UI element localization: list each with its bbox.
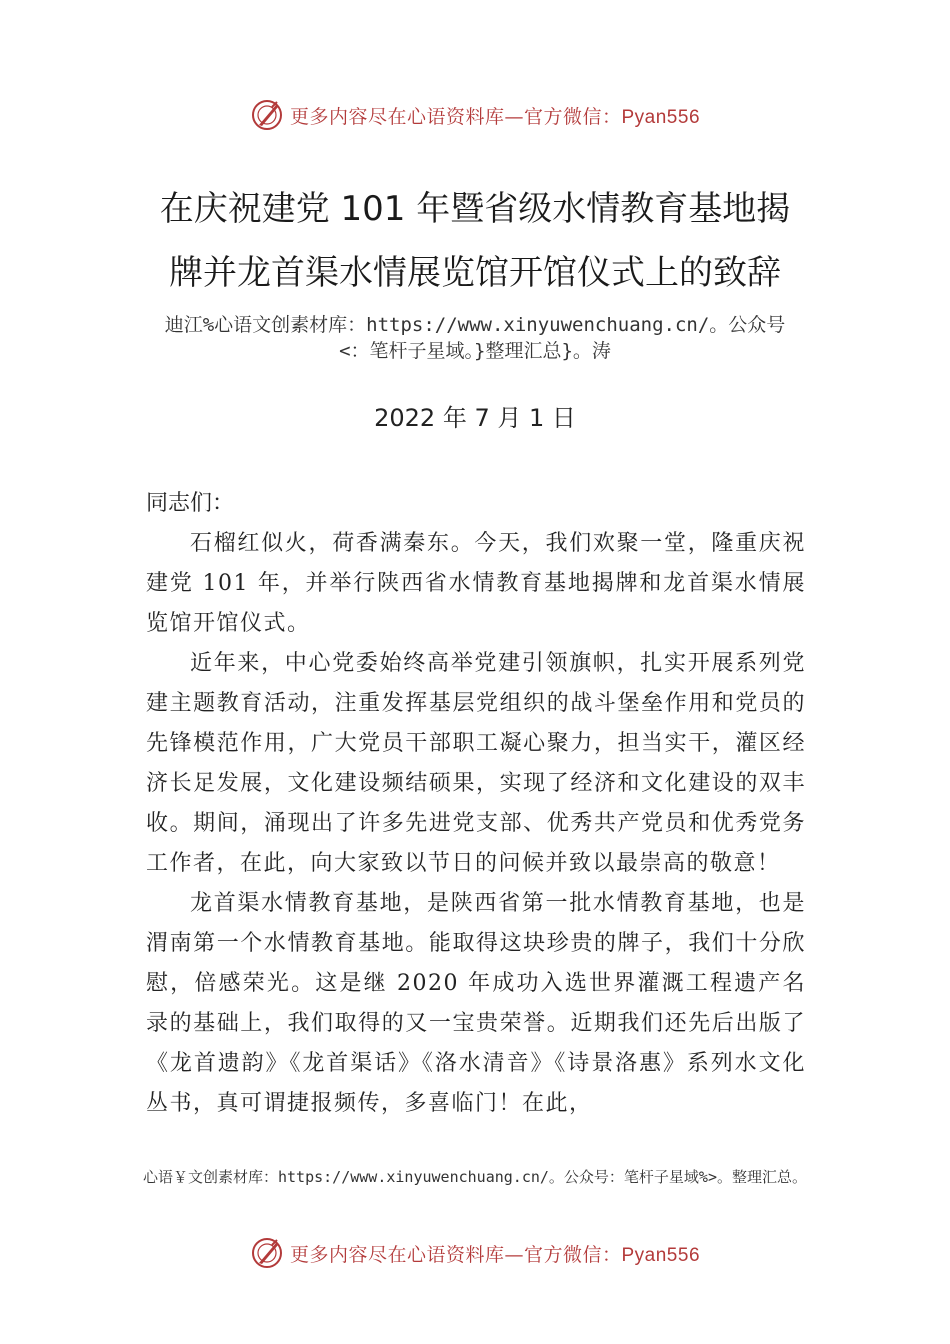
banner-text [290, 1240, 700, 1267]
header-banner [0, 95, 950, 135]
quill-seal-icon [250, 98, 284, 132]
banner-text [290, 102, 700, 129]
document-title-line1: 在庆祝建党 101 年暨省级水情教育基地揭 [159, 189, 791, 229]
paragraph: 近年来，中心党委始终高举党建引领旗帜，扎实开展系列党建主题教育活动，注重发挥基层党组织的战斗堡垒作用和党员的先锋模范作用，广大党员干部职工凝心聚力，担当实干，灌区经济长足发展，文化建设频结硕果，实现了经济和文化建设的双丰收。期间，涌现出了许多先进党支部、优秀共产党员和优秀党务工作者，在此，向大家致以节日的问候并致以最崇高的敬意！ [146, 651, 806, 876]
source-line: 迪江%心语文创素材库：https://www.xinyuwenchuang.cn/。公众号<：笔杆子星域。}整理汇总}。涛 [164, 314, 786, 362]
footer-banner [0, 1233, 950, 1273]
document-date: 2022 年 7 月 1 日 [374, 404, 576, 432]
banner-label: 更多内容尽在心语资料库—官方微信： [289, 105, 622, 128]
quill-seal-icon [250, 1236, 284, 1270]
banner-wechat-id: Pyan556 [621, 1244, 701, 1266]
banner-label: 更多内容尽在心语资料库—官方微信： [289, 1243, 622, 1266]
paragraph: 石榴红似火，荷香满秦东。今天，我们欢聚一堂，隆重庆祝建党 101 年，并举行陕西省水情教育基地揭牌和龙首渠水情展览馆开馆仪式。 [146, 531, 806, 636]
document-body [146, 484, 806, 1124]
banner-wechat-id: Pyan556 [621, 106, 701, 128]
footer-note: 心语￥文创素材库：https://www.xinyuwenchuang.cn/。公众号：笔杆子星域%>。整理汇总。 [143, 1168, 807, 1186]
paragraph: 龙首渠水情教育基地，是陕西省第一批水情教育基地，也是渭南第一个水情教育基地。能取得这块珍贵的牌子，我们十分欣慰，倍感荣光。这是继 2020 年成功入选世界灌溉工程遗产名录的基础上，我们取得的又一宝贵荣誉。近期我们还先后出版了《龙首遗韵》《龙首渠话》《洛水清音》《诗景洛惠》系列水文化丛书，真可谓捷报频传，多喜临门！在此， [146, 891, 806, 1116]
document-title-line2: 牌并龙首渠水情展览馆开馆仪式上的致辞 [169, 253, 781, 293]
salutation: 同志们： [146, 491, 235, 516]
